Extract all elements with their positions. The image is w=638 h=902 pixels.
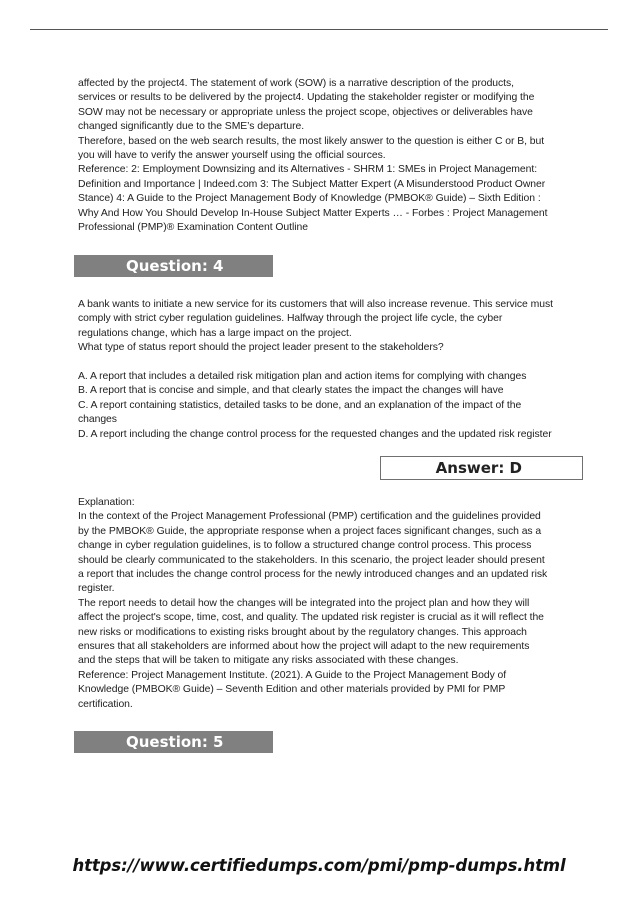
blank-line <box>78 356 590 370</box>
text-line: services or results to be delivered by the project4. Updating the stakeholder register or modifying the <box>78 92 535 104</box>
text-line: should be clearly communicated to the stakeholders. In this scenario, the project leader should present <box>78 554 545 566</box>
text-line: and the steps that will be taken to mitigate any risks associated with these changes. <box>78 655 459 667</box>
question-4-heading: Question: 4 <box>74 255 273 277</box>
question-5-heading: Question: 5 <box>74 731 273 753</box>
option-c-continued: changes <box>78 414 117 426</box>
text-line: change in cyber regulation guidelines, is to follow a structured change control process. This process <box>78 540 532 552</box>
text-line: What type of status report should the project leader present to the stakeholders? <box>78 342 444 354</box>
text-line: Therefore, based on the web search results, the most likely answer to the question is either C or B, but <box>78 135 545 147</box>
text-line: The report needs to detail how the changes will be integrated into the project plan and how they will <box>78 597 530 609</box>
text-line: regulations change, which has a large impact on the project. <box>78 327 352 339</box>
text-line: new risks or modifications to existing risks brought about by the regulatory changes. This approach <box>78 626 527 638</box>
option-d: D. A report including the change control process for the requested changes and the updated risk register <box>78 428 552 440</box>
question-4-stem <box>78 298 590 442</box>
text-line: Explanation: <box>78 497 135 508</box>
text-line: affect the project's scope, time, cost, and quality. The updated risk register is crucial as it will reflect the <box>78 612 544 624</box>
footer-url[interactable]: https://www.certifiedumps.com/pmi/pmp-dumps.html <box>72 856 566 875</box>
text-line: Stance) 4: A Guide to the Project Management Body of Knowledge (PMBOK® Guide) – Sixth Edition : <box>78 193 541 205</box>
text-line: affected by the project4. The statement of work (SOW) is a narrative description of the products, <box>78 78 515 89</box>
answer-box: Answer: D <box>380 456 583 480</box>
text-line: Professional (PMP)® Examination Content Outline <box>78 222 308 234</box>
text-line: Why And How You Should Develop In-House Subject Matter Experts … - Forbes : Project Management <box>78 207 548 219</box>
text-line: certification. <box>78 698 133 710</box>
header-divider <box>30 29 608 30</box>
text-line: Definition and Importance | Indeed.com 3: The Subject Matter Expert (A Misunderstood Product Owner <box>78 178 546 190</box>
text-line: comply with strict cyber regulation guidelines. Halfway through the project life cycle, the cyber <box>78 313 503 325</box>
option-b: B. A report that is concise and simple, and that clearly states the impact the changes will have <box>78 385 504 397</box>
text-line: A bank wants to initiate a new service for its customers that will also increase revenue. This service must <box>78 299 553 310</box>
text-line: In the context of the Project Management Professional (PMP) certification and the guidelines provided <box>78 511 541 523</box>
text-line: Knowledge (PMBOK® Guide) – Seventh Edition and other materials provided by PMI for PMP <box>78 684 506 696</box>
previous-explanation <box>78 77 590 235</box>
text-line: changed significantly due to the SME’s departure. <box>78 121 305 133</box>
text-line: Reference: Project Management Institute. (2021). A Guide to the Project Management Body of <box>78 669 507 681</box>
text-line: ensures that all stakeholders are informed about how the project will adapt to the new requirements <box>78 641 530 653</box>
text-line: a report that includes the change control process for the newly introduced changes and an updated risk <box>78 569 548 581</box>
text-line: Reference: 2: Employment Downsizing and its Alternatives - SHRM 1: SMEs in Project Management: <box>78 164 538 176</box>
option-c: C. A report containing statistics, detailed tasks to be done, and an explanation of the impact of the <box>78 399 522 411</box>
text-line: SOW may not be necessary or appropriate unless the project scope, objectives or deliverables have <box>78 106 533 118</box>
option-a: A. A report that includes a detailed risk mitigation plan and action items for complying with changes <box>78 371 527 383</box>
question-4-explanation <box>78 496 590 712</box>
text-line: register. <box>78 583 115 595</box>
text-line: you will have to verify the answer yourself using the official sources. <box>78 150 386 162</box>
text-line: by the PMBOK® Guide, the appropriate response when a project faces significant changes, such as a <box>78 525 542 537</box>
